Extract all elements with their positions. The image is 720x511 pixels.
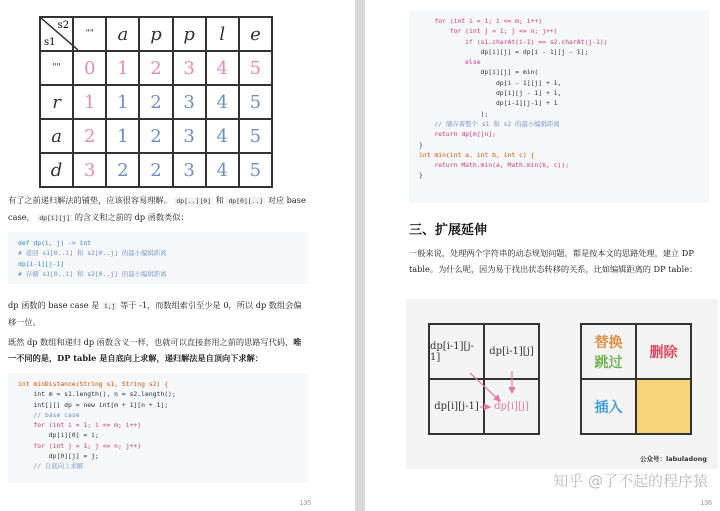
table-cell: 3 [173,153,206,187]
section-title: 三、扩展延伸 [409,223,488,238]
cell-bottom-left: dp[i][j-1] [429,379,484,434]
table-cell: 0 [73,51,106,85]
op-cell-replace-skip [581,324,636,379]
transition-arrows [428,323,540,435]
operation-grid [580,323,692,435]
table-cell: 2 [139,85,172,119]
row-label: "" [40,51,73,85]
op-delete: 删除 [649,344,678,361]
op-cell-delete [636,324,691,379]
row-label: a [40,119,73,153]
table-cell: 2 [139,153,172,187]
table-cell: 3 [73,153,106,187]
cell-top-right: dp[i-1][j] [484,324,539,379]
row-label: r [40,85,73,119]
table-cell: 2 [106,153,139,187]
table-cell: 1 [73,85,106,119]
code-block-dp-def: def dp(i, j) -> int # 返回 s1[0..i] 和 s2[0..j] 的最小编辑距离 dp[i-1][j-1] # 存储 s1[0..i] 和 s2[0..j] 的最小编辑距离 [8,232,308,284]
table-cell: 1 [106,85,139,119]
table-cell: 5 [239,119,272,153]
header-cell: p [139,17,172,51]
header-cell: p [173,17,206,51]
row-label: d [40,153,73,187]
code-block-min-distance: int minDistance(String s1, String s2) { int m = s1.length(), n = s2.length(); int[][] dp = new int[m + 1][n + 1]; // base case for (int i = 1; i <= m; i++) dp[i][0] = i; for (int j = 1; j <= n; j++) dp[0][j] = j; // 自底向上求解 [8,373,308,483]
handwritten-dp-table [39,16,273,186]
header-cell: l [206,17,239,51]
table-cell: 4 [206,85,239,119]
table-cell: 4 [206,119,239,153]
credit-label: 公众号：labuladong [640,455,707,463]
table-cell: 3 [173,119,206,153]
op-cell-current [636,379,691,434]
corner-s2: s2 [57,20,70,31]
op-insert: 插入 [594,399,623,416]
header-cell: a [106,17,139,51]
table-cell: 5 [239,51,272,85]
table-corner [40,17,73,51]
right-page [365,0,720,511]
page-number: 135 [299,500,311,507]
paragraph-bottom-up: 既然 dp 数组和递归 dp 函数含义一样，也就可以直接套用之前的思路写代码，唯一不同的是，DP table 是自底向上求解，递归解法是自顶向下求解： [8,337,302,363]
op-replace: 替换 [594,334,623,351]
cell-bottom-right: dp[i][j] [484,379,539,434]
corner-s1: s1 [44,37,56,48]
left-page [0,0,355,511]
page-number: 136 [700,500,712,507]
table-cell: 3 [173,85,206,119]
table-cell: 5 [239,153,272,187]
table-cell: 4 [206,153,239,187]
header-cell: e [239,17,272,51]
paragraph-extension: 一般来说，处理两个字符串的动态规划问题，都是按本文的思路处理，建立 DP table。为什么呢，因为易于找出状态转移的关系，比如编辑距离的 DP table： [409,248,698,274]
paragraph-intro: 有了之前递归解法的铺垫，应该很容易理解。 dp[..][0] 和 dp[0][..] 对应 base case， dp[i][j] 的含义和之前的 dp 函数类似： [8,195,306,222]
table-cell: 2 [139,51,172,85]
table-cell: 2 [139,119,172,153]
header-cell: "" [73,17,106,51]
table-cell: 1 [106,119,139,153]
table-cell: 1 [106,51,139,85]
edit-distance-diagram [406,299,718,469]
op-skip: 跳过 [594,354,623,371]
table-cell: 3 [173,51,206,85]
watermark: 知乎 @了不起的程序猿 [553,472,708,490]
table-cell: 2 [73,119,106,153]
code-block-dp-loop: for (int i = 1; i <= m; i++) for (int j = 1; j <= n; j++) if (s1.charAt(i-1) == s2.charAt(j-1)) dp[i][j] = dp[i - 1][j - 1]; else dp[i][j] = min( dp[i - 1][j] + 1, dp[i][j - 1] + 1, dp[i-1][j-1] + 1 ); // 储存着整个 s1 和 s2 的最小编辑距离 return dp[m][n]; } int min(int a, int b, int c) { return Math.min(a, Math.min(b, c)); } [409,10,709,203]
op-cell-insert [581,379,636,434]
table-cell: 5 [239,85,272,119]
table-cell: 4 [206,51,239,85]
cell-top-left: dp[i-1][j-1] [429,324,484,379]
paragraph-base-case: dp 函数的 base case 是 i,j 等于 -1，而数组索引至少是 0，所以 dp 数组会偏移一位。 [8,300,302,327]
